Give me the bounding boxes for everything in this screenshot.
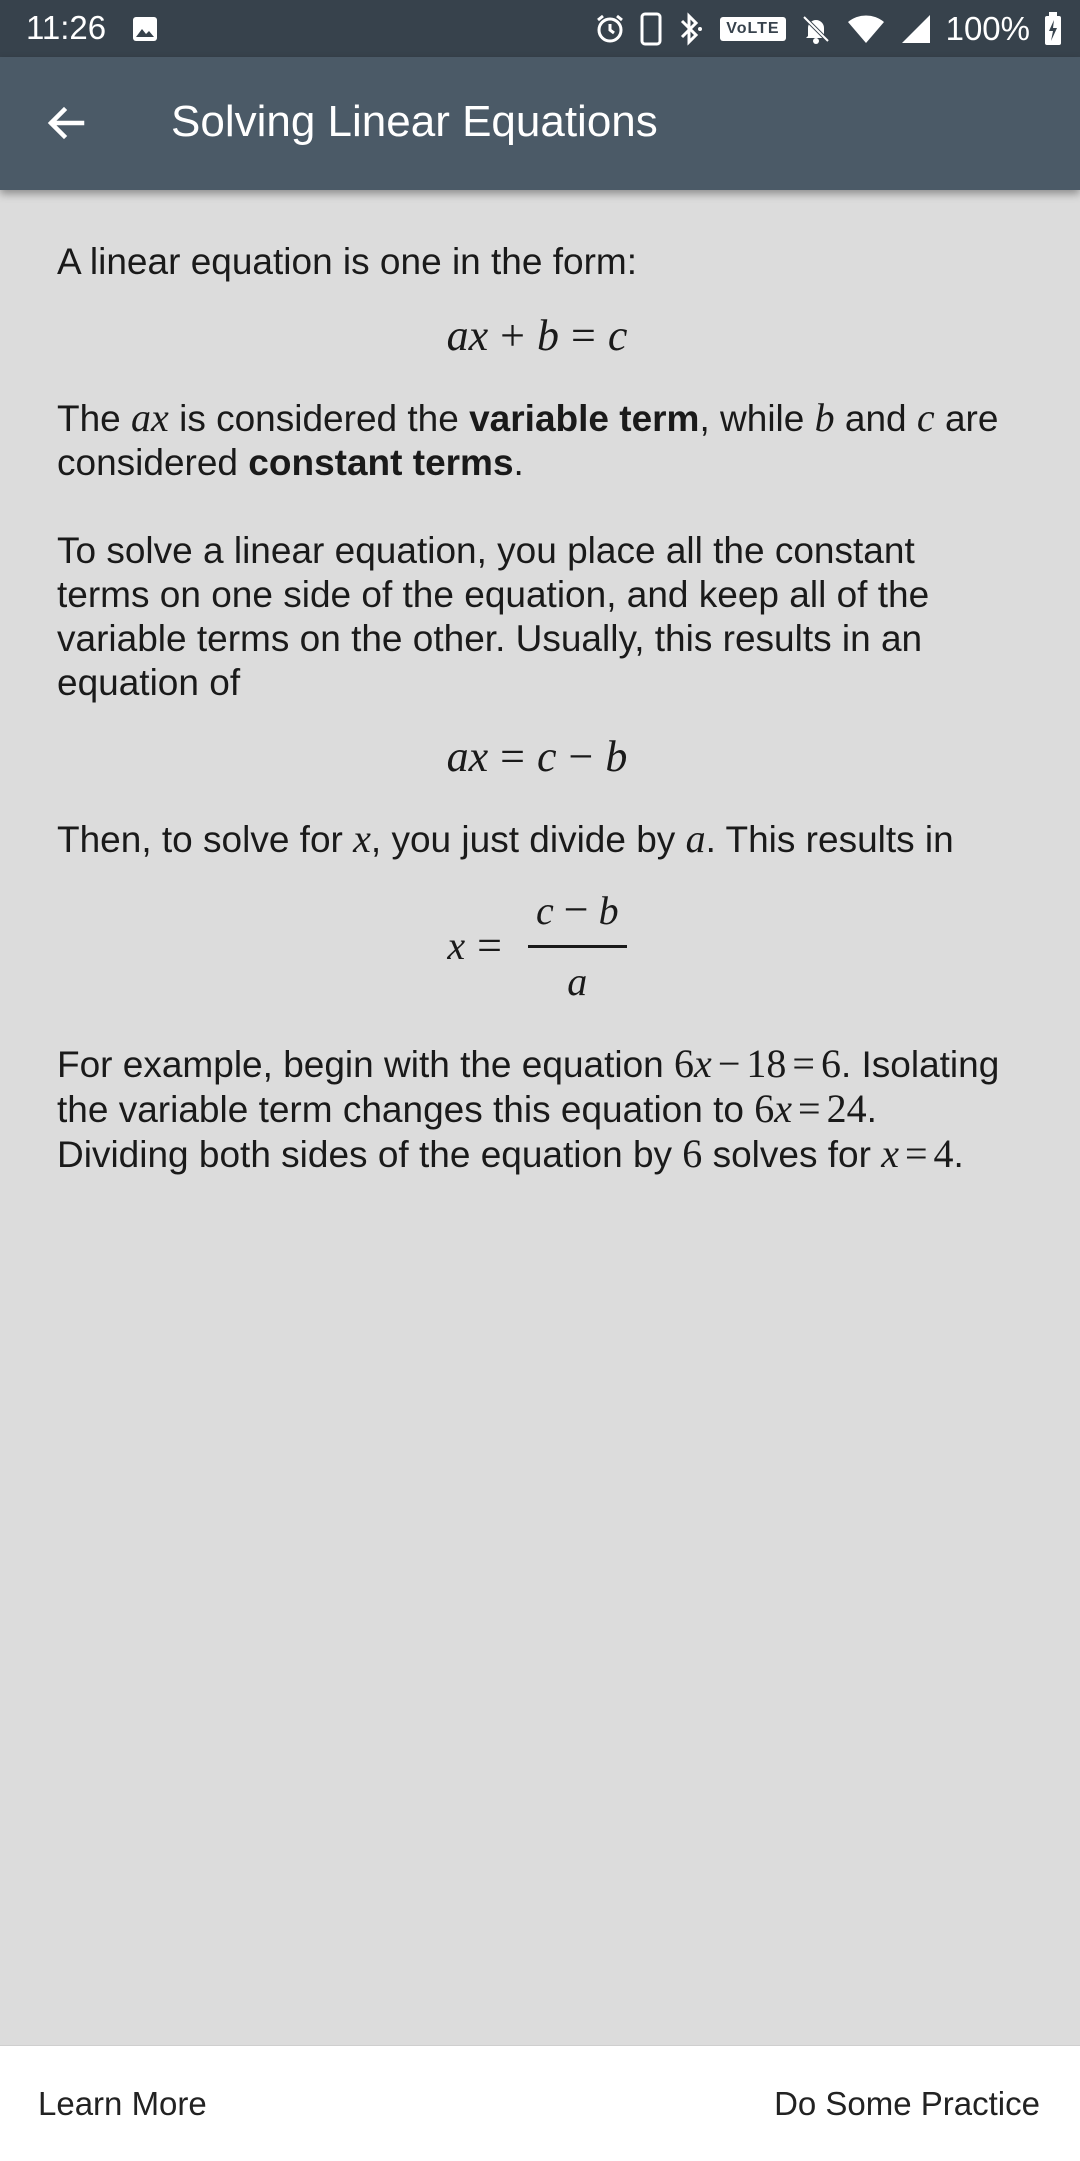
divide-paragraph: Then, to solve for x, you just divide by a. This results in xyxy=(57,816,954,861)
notifications-off-icon xyxy=(800,13,832,45)
back-button[interactable] xyxy=(28,87,104,163)
status-time: 11:26 xyxy=(26,9,107,46)
fraction-numerator: c − b xyxy=(528,884,627,948)
equation-solution: x = $\frac{c - b}{a}$ xyxy=(57,884,1017,1008)
fraction xyxy=(528,884,627,1008)
app-bar xyxy=(0,57,1080,190)
page-title: Solving Linear Equations xyxy=(171,97,658,146)
fraction-denominator: a xyxy=(567,959,588,1004)
do-some-practice-button[interactable]: Do Some Practice xyxy=(774,2084,1040,2122)
equation-isolated: ax = c − b xyxy=(446,732,628,781)
terms-paragraph: The ax is considered the variable term, while b and c are considered constant terms. xyxy=(57,395,999,483)
wifi-icon xyxy=(846,13,886,45)
image-icon xyxy=(132,16,158,42)
arrow-left-icon xyxy=(44,101,88,150)
bottom-action-bar xyxy=(0,2045,1080,2161)
equation-general-form: ax + b = c xyxy=(446,311,628,360)
battery-level: 100% xyxy=(945,9,1030,47)
lesson-content xyxy=(57,240,1017,1221)
signal-icon xyxy=(900,13,932,45)
volte-icon: VoLTE xyxy=(720,17,785,41)
battery-charging-icon xyxy=(1044,12,1062,46)
status-bar xyxy=(0,0,1080,57)
intro-paragraph: A linear equation is one in the form: xyxy=(57,241,638,282)
example-paragraph: For example, begin with the equation 6x − 18 = 6. Isolating the variable term changes this equation to 6x = 24. Dividing both sides of the equation by 6 solves for x = 4. xyxy=(57,1041,1000,1176)
learn-more-button[interactable]: Learn More xyxy=(38,2084,207,2122)
vibrate-icon xyxy=(640,12,662,46)
bluetooth-icon xyxy=(676,12,706,46)
status-icons xyxy=(594,0,1062,57)
solve-paragraph: To solve a linear equation, you place all the constant terms on one side of the equation, and keep all of the variable terms on the other. Usually, this results in an equation of xyxy=(57,530,930,703)
alarm-icon xyxy=(594,13,626,45)
